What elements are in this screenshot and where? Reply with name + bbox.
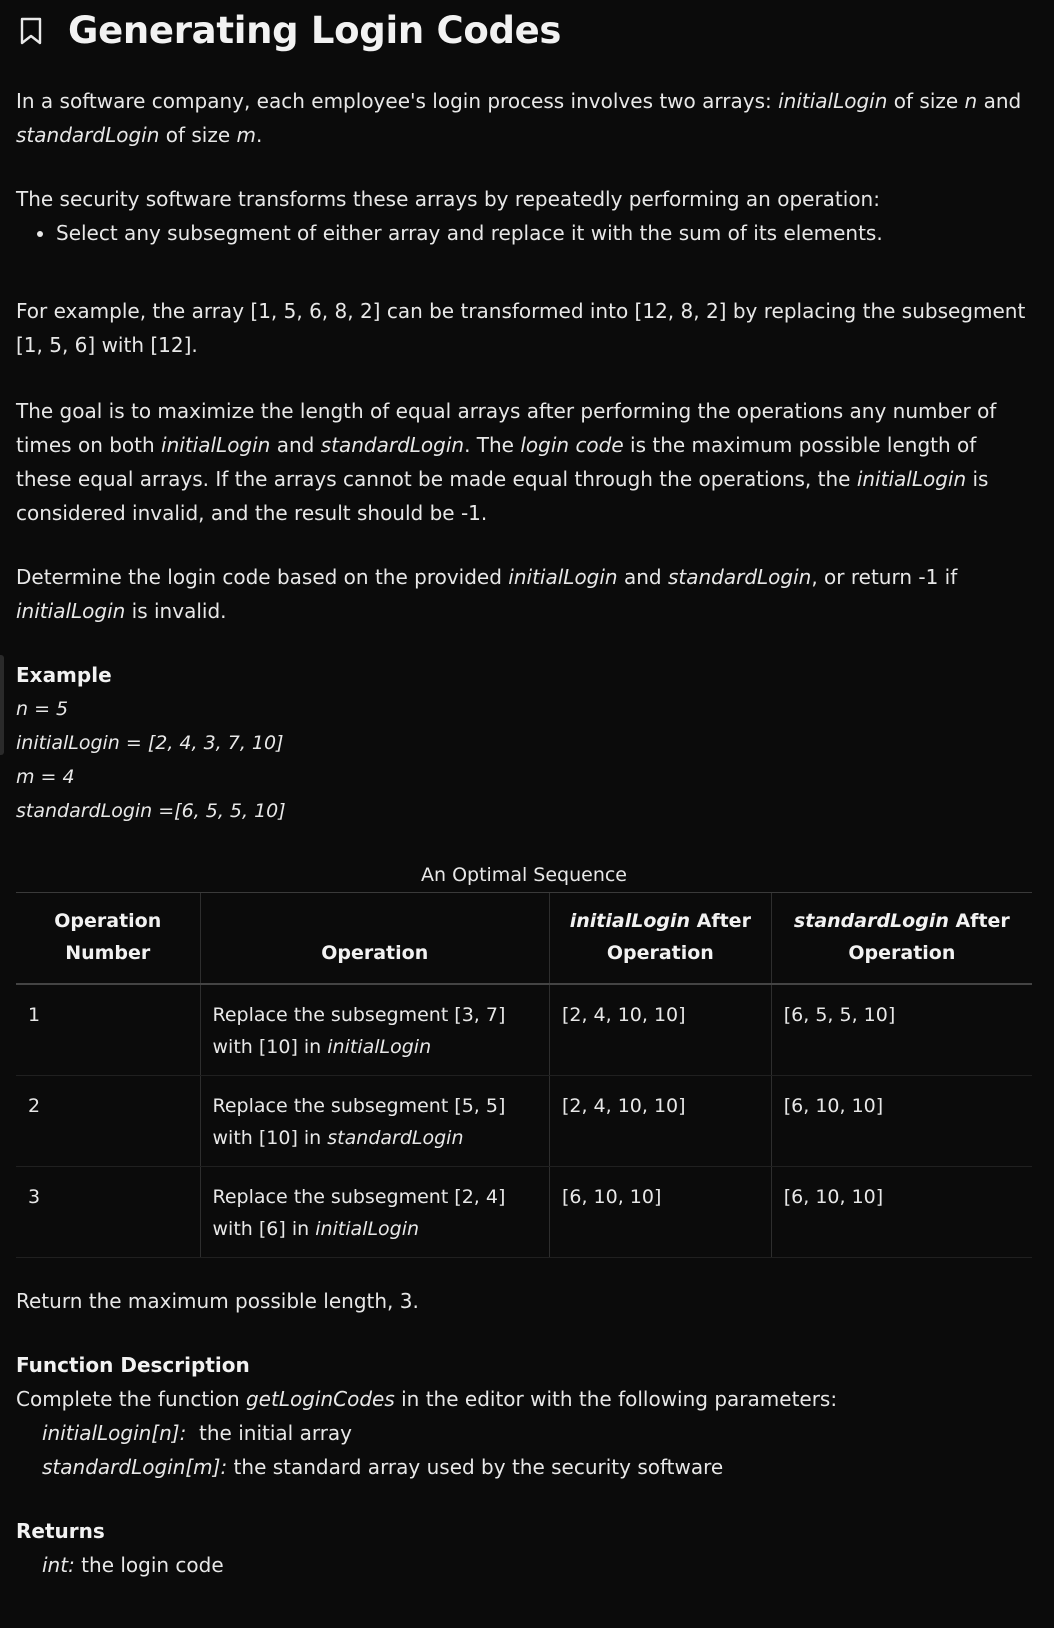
intro-paragraph-4 — [16, 394, 1032, 530]
text-span: In a software company, each employee's login process involves two arrays: — [16, 89, 779, 113]
return-desc: the login code — [74, 1553, 224, 1577]
var-m: m — [236, 123, 256, 147]
cell-number: 1 — [16, 984, 200, 1076]
array-name: standardLogin — [320, 433, 465, 457]
result-text: Return the maximum possible length, 3. — [16, 1289, 419, 1313]
array-name: initialLogin — [508, 565, 618, 589]
page-title: Generating Login Codes — [68, 9, 562, 52]
text-span: . The — [464, 433, 521, 457]
text-span: . — [256, 123, 263, 147]
table-row — [16, 984, 1032, 1076]
cell-text: Replace the subsegment [3, 7] with [10] in — [212, 1004, 506, 1058]
header-operation: Operation — [200, 893, 549, 985]
table-row — [16, 1076, 1032, 1167]
table-header-row — [16, 893, 1032, 985]
scroll-edge-indicator — [0, 655, 4, 755]
param-desc: the initial array — [186, 1421, 353, 1445]
function-description-line — [16, 1382, 1032, 1416]
intro-paragraph-1 — [16, 84, 1032, 152]
operation-list — [16, 216, 1032, 250]
example-heading: Example — [16, 663, 112, 687]
function-name: getLoginCodes — [245, 1387, 395, 1411]
text-span: of size — [159, 123, 237, 147]
cell-initial: [2, 4, 10, 10] — [549, 984, 771, 1076]
example-line-n: n = 5 — [16, 698, 69, 720]
header-initial-after — [549, 893, 771, 985]
header-standard-after — [771, 893, 1032, 985]
intro-paragraph-5 — [16, 560, 1032, 628]
array-name: initialLogin — [315, 1218, 420, 1240]
cell-initial: [6, 10, 10] — [549, 1167, 771, 1258]
function-description-section — [16, 1348, 1032, 1484]
example-line-initial: initialLogin = [2, 4, 3, 7, 10] — [16, 732, 284, 754]
cell-operation — [200, 1167, 549, 1258]
cell-number: 3 — [16, 1167, 200, 1258]
cell-text: Replace the subsegment [2, 4] with [6] in — [212, 1186, 506, 1240]
array-name: standardLogin — [327, 1127, 464, 1149]
intro-paragraph-3: For example, the array [1, 5, 6, 8, 2] can be transformed into [12, 8, 2] by replacing the subsegment [1, 5, 6] with [12]. — [16, 299, 1026, 357]
text-span: and — [270, 433, 321, 457]
header-operation-number: Operation Number — [16, 893, 200, 985]
array-name: initialLogin — [856, 467, 967, 491]
example-section — [16, 658, 1032, 828]
text-span: and — [977, 89, 1022, 113]
header-text: After Operation — [606, 910, 751, 964]
header-text: standardLogin — [793, 910, 949, 932]
array-name: initialLogin — [778, 89, 888, 113]
text-span: is invalid. — [125, 599, 227, 623]
array-name: initialLogin — [16, 599, 126, 623]
bookmark-icon[interactable] — [18, 17, 44, 45]
text-span: , or return -1 if — [811, 565, 958, 589]
array-name: standardLogin — [667, 565, 812, 589]
optimal-sequence-table — [16, 892, 1032, 1258]
operation-bullet: • Select any subsegment of either array and replace it with the sum of its elements. — [56, 216, 1032, 250]
table-row — [16, 1167, 1032, 1258]
intro-paragraph-2: The security software transforms these arrays by repeatedly performing an operation: — [16, 187, 880, 211]
cell-standard: [6, 10, 10] — [771, 1167, 1032, 1258]
array-name: standardLogin — [16, 123, 160, 147]
cell-text: Replace the subsegment [5, 5] with [10] in — [212, 1095, 506, 1149]
text-span: Complete the function — [16, 1387, 246, 1411]
text-span: in the editor with the following parameters: — [394, 1387, 838, 1411]
text-span: of size — [887, 89, 965, 113]
array-name: initialLogin — [161, 433, 271, 457]
cell-number: 2 — [16, 1076, 200, 1167]
return-type: int: — [42, 1553, 75, 1577]
title-row — [16, 0, 1032, 62]
returns-section — [16, 1514, 1032, 1582]
table-caption: An Optimal Sequence — [420, 864, 627, 886]
text-span: The goal is to maximize the length of equal arrays after performing the operations any number of times on both — [16, 399, 997, 457]
text-span: Determine the login code based on the provided — [16, 565, 509, 589]
cell-standard: [6, 10, 10] — [771, 1076, 1032, 1167]
text-span: is considered invalid, and the result should be -1. — [16, 467, 989, 525]
cell-initial: [2, 4, 10, 10] — [549, 1076, 771, 1167]
param-standard-login — [16, 1450, 1032, 1484]
header-text: initialLogin — [569, 910, 691, 932]
cell-standard: [6, 5, 5, 10] — [771, 984, 1032, 1076]
example-line-standard: standardLogin =[6, 5, 5, 10] — [16, 800, 286, 822]
function-description-heading: Function Description — [16, 1353, 250, 1377]
array-name: initialLogin — [327, 1036, 432, 1058]
param-initial-login — [16, 1416, 1032, 1450]
text-span: is the maximum possible length of these equal arrays. If the arrays cannot be made equal through the operations, the — [16, 433, 977, 491]
param-desc: the standard array used by the security software — [227, 1455, 724, 1479]
param-name: initialLogin[n]: — [42, 1421, 187, 1445]
param-name: standardLogin[m]: — [42, 1455, 228, 1479]
header-text: After Operation — [848, 910, 1010, 964]
returns-heading: Returns — [16, 1519, 105, 1543]
cell-operation — [200, 1076, 549, 1167]
cell-operation — [200, 984, 549, 1076]
returns-line — [16, 1548, 1032, 1582]
example-line-m: m = 4 — [16, 766, 75, 788]
login-code-term: login code — [520, 433, 624, 457]
var-n: n — [964, 89, 978, 113]
text-span: and — [617, 565, 668, 589]
